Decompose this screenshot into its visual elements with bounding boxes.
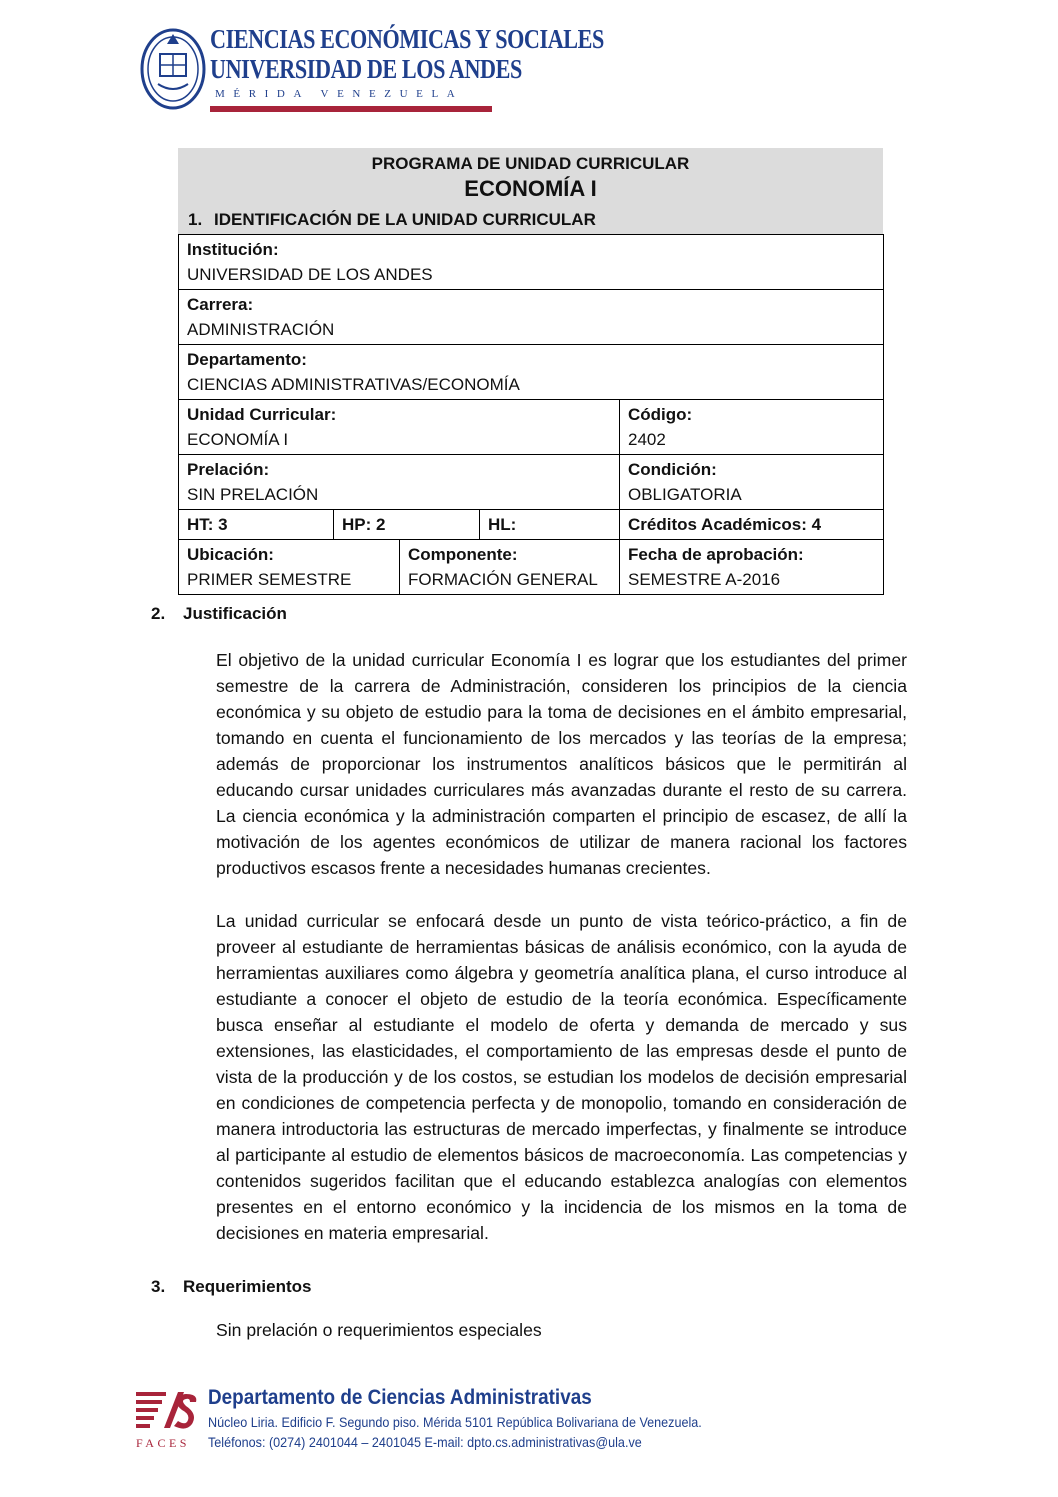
- footer-address: Núcleo Liria. Edificio F. Segundo piso. Mérida 5101 República Bolivariana de Venezuela.: [208, 1414, 702, 1430]
- faces-logo-icon: [134, 1388, 200, 1434]
- justification-paragraph-2: La unidad curricular se enfocará desde un punto de vista teórico-práctico, a fin de proveer al estudiante de herramientas básicas de análisis económico, con la ayuda de herramientas auxiliares como álgebra y geometría analítica plana, el curso introduce al estudiante a conocer el objeto de estudio de la teoría económica. Específicamente busca enseñar al estudiante el modelo de oferta y demanda de mercado y sus extensiones, las elasticidades, el comportamiento de las empresas desde el punto de vista de la producción y de los costos, se estudian los modelos de decisión empresarial en condiciones de competencia perfecta y de monopolio, tomando en consideración de manera introductoria las estructuras de mercado imperfectas, y finalmente se introduce al participante al estudio de elementos básicos de macroeconomía. Las competencias y contenidos sugeridos facilitan que el educando establezca analogías con elementos presentes en el entorno económico y la incidencia de los mismos en la toma de decisiones en materia empresarial.: [216, 911, 907, 1243]
- cell-codigo: Código: 2402: [620, 400, 884, 455]
- table-row: [179, 400, 884, 455]
- cell-carrera: Carrera: ADMINISTRACIÓN: [179, 290, 884, 345]
- section-number: 1.: [188, 210, 203, 229]
- cell-ht: HT: 3: [179, 510, 334, 540]
- section-heading-3: [151, 1277, 311, 1297]
- cell-ubicacion: Ubicación: PRIMER SEMESTRE: [179, 540, 400, 595]
- table-row: [179, 540, 884, 595]
- cell-unidad-curricular: Unidad Curricular: ECONOMÍA I: [179, 400, 620, 455]
- section-number: 2.: [151, 604, 166, 623]
- faculty-header-logo: [140, 22, 604, 117]
- department-footer: [134, 1388, 734, 1458]
- cell-prelacion: Prelación: SIN PRELACIÓN: [179, 455, 620, 510]
- program-header-band: [178, 148, 883, 234]
- justification-paragraph-1: El objetivo de la unidad curricular Economía I es lograr que los estudiantes del primer semestre de la carrera de Administración, consideren los principios de la ciencia económica y su objeto de estudio para la toma de decisiones en el ámbito empresarial, tomando en cuenta el funcionamiento de los mercados y las teorías de la empresa; además de proporcionar los instrumentos analíticos básicos que le permitirán al educando cursar unidades curriculares más avanzadas durante el resto de su carrera. La ciencia económica y la administración comparten el principio de escasez, de allí la motivación de los agentes económicos de utilizar de manera racional los factores productivos escasos frente a necesidades humanas crecientes.: [216, 650, 907, 878]
- cell-institucion: Institución: UNIVERSIDAD DE LOS ANDES: [179, 235, 884, 290]
- program-title: PROGRAMA DE UNIDAD CURRICULAR: [371, 154, 690, 173]
- section-title: Justificación: [183, 604, 287, 623]
- footer-contact: Teléfonos: (0274) 2401044 – 2401045 E-mail: dpto.cs.administrativas@ula.ve: [208, 1434, 642, 1450]
- requirements-text: Sin prelación o requerimientos especiales: [216, 1320, 542, 1340]
- cell-hl: HL:: [480, 510, 620, 540]
- table-row: [179, 345, 884, 400]
- cell-condicion: Condición: OBLIGATORIA: [620, 455, 884, 510]
- section-title: Requerimientos: [183, 1277, 312, 1296]
- identification-table: [178, 234, 884, 595]
- cell-componente: Componente: FORMACIÓN GENERAL: [400, 540, 620, 595]
- footer-department-name: Departamento de Ciencias Administrativas: [208, 1386, 592, 1409]
- faces-logo-text: FACES: [136, 1436, 190, 1450]
- cell-creditos: Créditos Académicos: 4: [620, 510, 884, 540]
- table-row: [179, 510, 884, 540]
- header-faculty-name: CIENCIAS ECONÓMICAS Y SOCIALES: [210, 24, 604, 54]
- course-name: ECONOMÍA I: [464, 176, 597, 201]
- section-number: 3.: [151, 1277, 166, 1296]
- header-location: MÉRIDA VENEZUELA: [215, 88, 464, 100]
- cell-hp: HP: 2: [334, 510, 480, 540]
- table-row: [179, 455, 884, 510]
- header-university-name: UNIVERSIDAD DE LOS ANDES: [210, 54, 522, 84]
- cell-fecha-aprobacion: Fecha de aprobación: SEMESTRE A-2016: [620, 540, 884, 595]
- cell-departamento: Departamento: CIENCIAS ADMINISTRATIVAS/ECONOMÍA: [179, 345, 884, 400]
- section-heading-1: [188, 210, 596, 230]
- university-seal-icon: [140, 24, 206, 110]
- table-row: [179, 235, 884, 290]
- table-row: [179, 290, 884, 345]
- section-heading-2: [151, 604, 287, 624]
- section-title: IDENTIFICACIÓN DE LA UNIDAD CURRICULAR: [214, 210, 596, 229]
- header-accent-bar: [210, 106, 492, 112]
- program-identification: [178, 148, 883, 595]
